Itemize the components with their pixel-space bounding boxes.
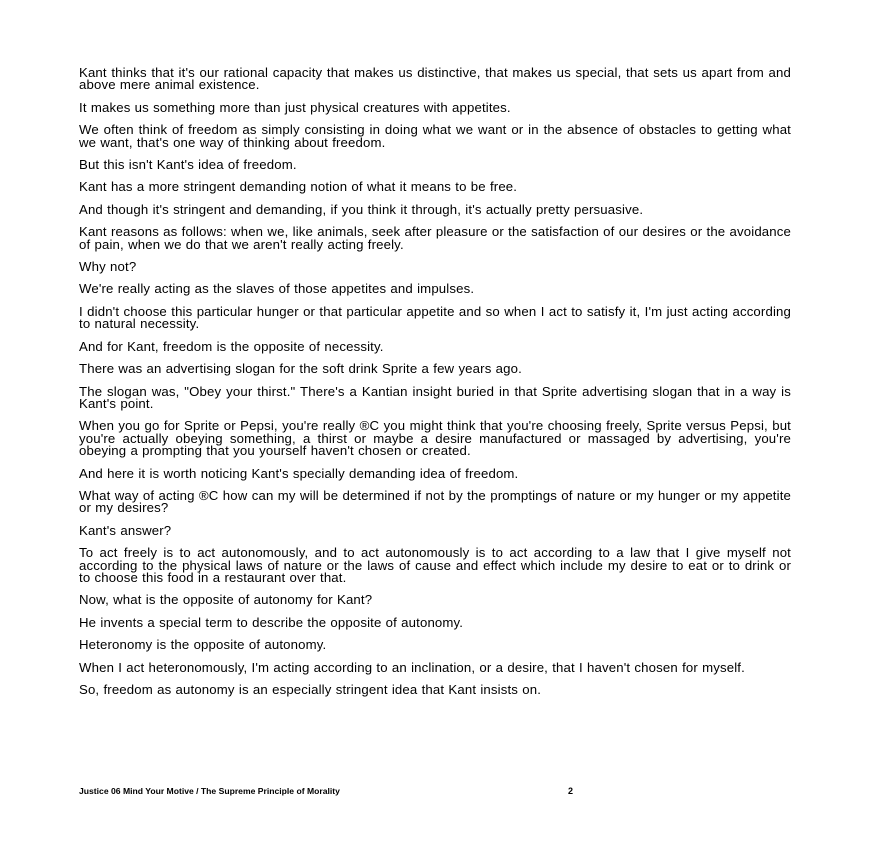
paragraph: What way of acting ®C how can my will be determined if not by the promptings of nature or my hunger or my appetite or my desires? [79,487,791,516]
document-body [79,67,791,706]
paragraph: And here it is worth noticing Kant's specially demanding idea of freedom. [79,465,519,481]
paragraph: But this isn't Kant's idea of freedom. [79,157,297,173]
paragraph: When I act heteronomously, I'm acting according to an inclination, or a desire, that I haven't chosen for myself. [79,659,745,675]
paragraph: And for Kant, freedom is the opposite of necessity. [79,338,384,354]
paragraph: Kant has a more stringent demanding notion of what it means to be free. [79,179,518,195]
paragraph: Why not? [79,259,137,275]
paragraph: Kant's answer? [79,522,172,538]
paragraph: Kant thinks that it's our rational capacity that makes us distinctive, that makes us special, that sets us apart from and above mere animal existence. [79,65,791,93]
paragraph: The slogan was, "Obey your thirst." There's a Kantian insight buried in that Sprite advertising slogan that in a way is Kant's point. [79,383,791,411]
footer-title: Justice 06 Mind Your Motive / The Supreme Principle of Morality [79,786,340,796]
paragraph: It makes us something more than just physical creatures with appetites. [79,99,511,115]
paragraph: We're really acting as the slaves of those appetites and impulses. [79,281,475,297]
paragraph: Heteronomy is the opposite of autonomy. [79,637,327,653]
paragraph: When you go for Sprite or Pepsi, you're really ®C you might think that you're choosing freely, Sprite versus Pepsi, but you're actually obeying something, a thirst or maybe a desire manufactured or massaged by advertising, you're obeying a prompting that you yourself haven't chosen or created. [79,418,791,459]
paragraph: We often think of freedom as simply consisting in doing what we want or in the absence of obstacles to getting what we want, that's one way of thinking about freedom. [79,122,791,150]
paragraph: To act freely is to act autonomously, and to act autonomously is to act according to a law that I give myself not according to the physical laws of nature or the laws of cause and effect which include my desire to eat or to drink or to choose this food in a restaurant over that. [79,545,791,585]
paragraph: And though it's stringent and demanding, if you think it through, it's actually pretty persuasive. [79,201,644,217]
paragraph: There was an advertising slogan for the soft drink Sprite a few years ago. [79,361,522,377]
paragraph: He invents a special term to describe the opposite of autonomy. [79,614,464,630]
page-footer [79,785,579,799]
page-number: 2 [568,786,574,796]
paragraph: I didn't choose this particular hunger or that particular appetite and so when I act to satisfy it, I'm just acting according to natural necessity. [79,303,791,332]
paragraph: Now, what is the opposite of autonomy for Kant? [79,592,373,608]
paragraph: So, freedom as autonomy is an especially stringent idea that Kant insists on. [79,682,542,697]
paragraph: Kant reasons as follows: when we, like animals, seek after pleasure or the satisfaction of our desires or the avoidance of pain, when we do that we aren't really acting freely. [79,224,791,252]
